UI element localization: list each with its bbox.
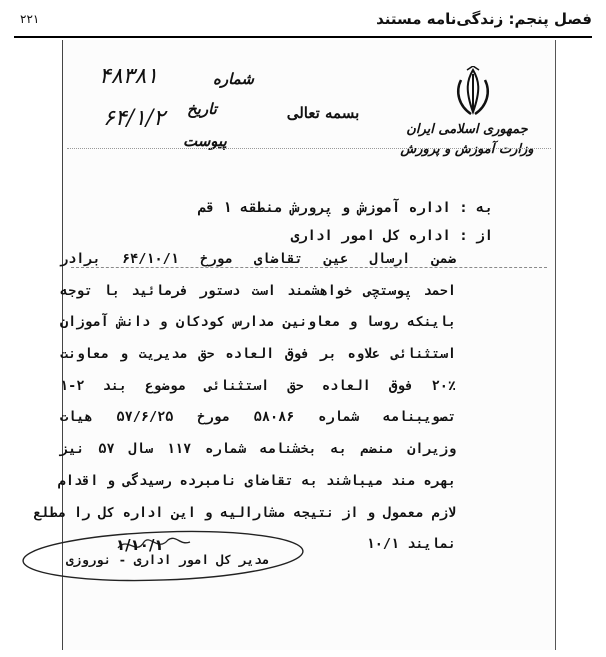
- ministry-name: [397, 120, 537, 160]
- iran-emblem-icon: [453, 66, 493, 118]
- attachment-label: پیوست: [183, 132, 227, 150]
- body-line: وزیران منضم به بخشنامه شماره ۱۱۷ سال ۵۷ نیز: [60, 441, 457, 458]
- signature-block: مدیر کل امور اداری - نوروزی: [66, 552, 270, 567]
- header-divider: [14, 36, 592, 38]
- recipient-line: به : اداره آموزش و پرورش منطقه ۱ قم: [197, 200, 493, 216]
- chapter-title: فصل پنجم: زندگی‌نامه مستند: [376, 10, 592, 28]
- body-line: بهره مند میباشند به تقاضای نامبرده رسیدگی و اقدام: [57, 472, 456, 489]
- body-line: ۲۰٪ فوق العاده حق استثنائی موضوع بند ۲-۱: [60, 377, 456, 394]
- letterhead-divider: [67, 148, 551, 149]
- date-value: ۶۴/۱/۲: [103, 106, 166, 131]
- letter-body: [33, 244, 457, 561]
- body-line: ضمن ارسال عین تقاضای مورخ ۶۴/۱۰/۱ برادر: [60, 251, 456, 267]
- ministry-line-republic: جمهوری اسلامی ایران: [406, 122, 528, 137]
- reference-number: ۱/۱۰/۱: [116, 536, 164, 554]
- page-number: ۲۲۱: [20, 12, 40, 26]
- body-line: استثنائی علاوه بر فوق العاده حق مدیریت و معاونت: [60, 346, 456, 363]
- sender-line: از : اداره کل امور اداری: [290, 228, 493, 244]
- number-value: ۴۸۳۸۱: [99, 64, 159, 89]
- body-line: نمایند ۱۰/۱: [366, 536, 456, 553]
- ministry-line-education: وزارت آموزش و پرورش: [400, 142, 534, 157]
- number-label: شماره: [213, 70, 254, 88]
- bismillah-heading: بسمه تعالی: [286, 104, 360, 122]
- body-line: تصویبنامه شماره ۵۸۰۸۶ مورخ ۵۷/۶/۲۵ هیات: [60, 409, 456, 426]
- date-label: تاریخ: [187, 100, 217, 118]
- body-line: لازم معمول و از نتیجه مشارالیه و این اداره کل را مطلع: [33, 504, 456, 521]
- body-line: باینکه روسا و معاونین مدارس کودکان و دانش آموزان: [60, 314, 456, 331]
- page-header: [14, 6, 592, 34]
- body-line: احمد پوستچی خواهشمند است دستور فرمائید با توجه: [60, 282, 456, 299]
